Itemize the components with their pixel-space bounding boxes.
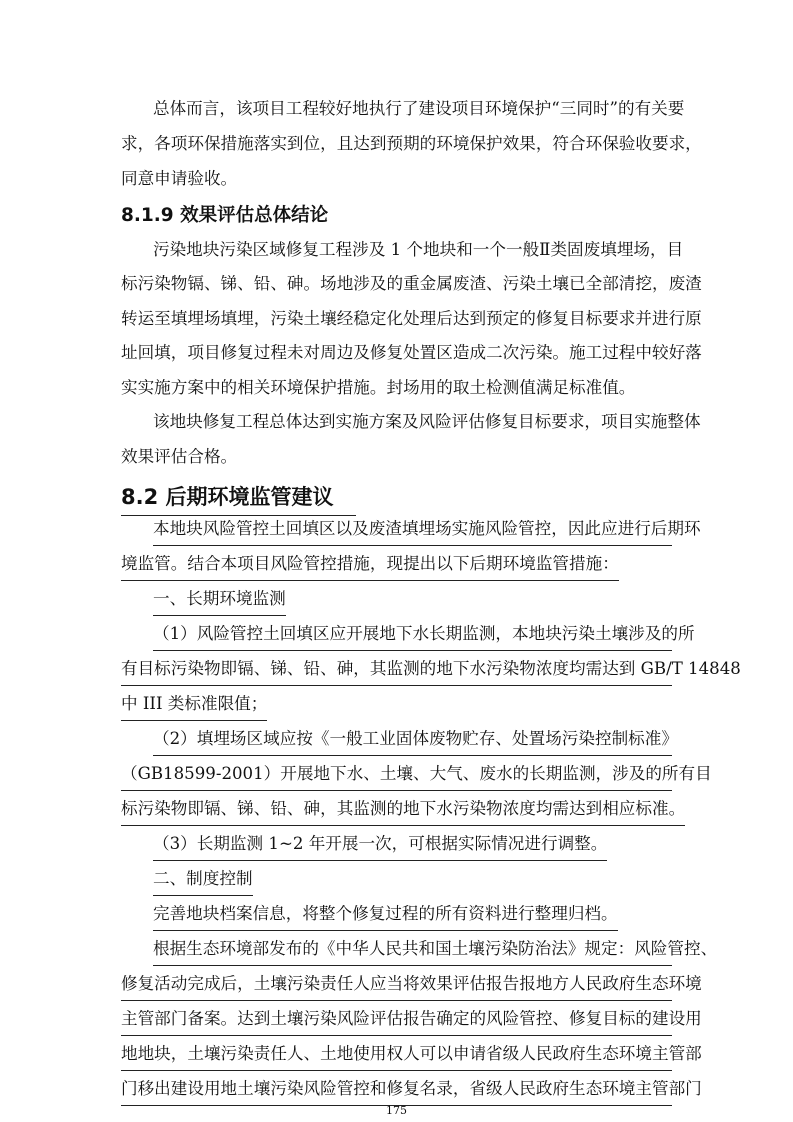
conclusion-line: 址回填，项目修复过程未对周边及修复处置区造成二次污染。施工过程中较好落	[121, 343, 702, 362]
supervision-intro-line: 境监管。结合本项目风险管控措施，现提出以下后期环境监管措施：	[121, 553, 619, 581]
conclusion-line: 效果评估合格。	[121, 447, 238, 466]
monitoring-item-2-line: （2）填埋场区域应按《一般工业固体废物贮存、处置场污染控制标准》	[153, 728, 672, 756]
law-paragraph-line: 根据生态环境部发布的《中华人民共和国土壤污染防治法》规定：风险管控、	[153, 938, 672, 966]
monitoring-item-1-line: 有目标污染物即镉、锑、铅、砷，其监测的地下水污染物浓度均需达到 GB/T 14848	[121, 658, 672, 686]
intro-line: 同意申请验收。	[121, 169, 238, 188]
monitoring-item-1-line: 中 III 类标准限值；	[121, 693, 267, 721]
monitoring-item-3: （3）长期监测 1~2 年开展一次，可根据实际情况进行调整。	[153, 833, 607, 861]
intro-line: 求，各项环保措施落实到位，且达到预期的环境保护效果，符合环保验收要求，	[121, 134, 702, 153]
monitoring-item-2-line: （GB18599-2001）开展地下水、土壤、大气、废水的长期监测，涉及的所有目	[121, 763, 672, 791]
conclusion-line: 转运至填埋场填埋，污染土壤经稳定化处理后达到预定的修复目标要求并进行原	[121, 309, 702, 328]
law-paragraph-line: 地地块，土壤污染责任人、土地使用权人可以申请省级人民政府生态环境主管部	[121, 1043, 672, 1071]
subheading-monitoring: 一、长期环境监测	[153, 588, 286, 616]
monitoring-item-2-line: 标污染物即镉、锑、铅、砷，其监测的地下水污染物浓度均需达到相应标准。	[121, 798, 685, 826]
law-paragraph-line: 主管部门备案。达到土壤污染风险评估报告确定的风险管控、修复目标的建设用	[121, 1008, 672, 1036]
subheading-institutional-control: 二、制度控制	[153, 868, 253, 896]
conclusion-line: 实实施方案中的相关环境保护措施。封场用的取土检测值满足标准值。	[121, 378, 636, 397]
supervision-intro-line: 本地块风险管控土回填区以及废渣填埋场实施风险管控，因此应进行后期环	[153, 518, 672, 546]
intro-line: 总体而言，该项目工程较好地执行了建设项目环境保护“三同时”的有关要	[153, 99, 685, 118]
law-paragraph-line: 修复活动完成后，土壤污染责任人应当将效果评估报告报地方人民政府生态环境	[121, 973, 672, 1001]
conclusion-line: 标污染物镉、锑、铅、砷。场地涉及的重金属废渣、污染土壤已全部清挖，废渣	[121, 274, 702, 293]
institutional-control-text: 完善地块档案信息，将整个修复过程的所有资料进行整理归档。	[153, 903, 618, 931]
section-heading-8-1-9: 8.1.9 效果评估总体结论	[121, 205, 329, 226]
law-paragraph-line: 门移出建设用地土壤污染风险管控和修复名录，省级人民政府生态环境主管部门	[121, 1078, 672, 1106]
conclusion-line: 污染地块污染区域修复工程涉及 1 个地块和一个一般Ⅱ类固废填埋场，目	[153, 240, 684, 259]
section-heading-8-2: 8.2 后期环境监管建议	[121, 481, 356, 516]
conclusion-line: 该地块修复工程总体达到实施方案及风险评估修复目标要求，项目实施整体	[153, 412, 701, 431]
monitoring-item-1-line: （1）风险管控土回填区应开展地下水长期监测，本地块污染土壤涉及的所	[153, 623, 672, 651]
page-number: 175	[386, 1104, 407, 1117]
